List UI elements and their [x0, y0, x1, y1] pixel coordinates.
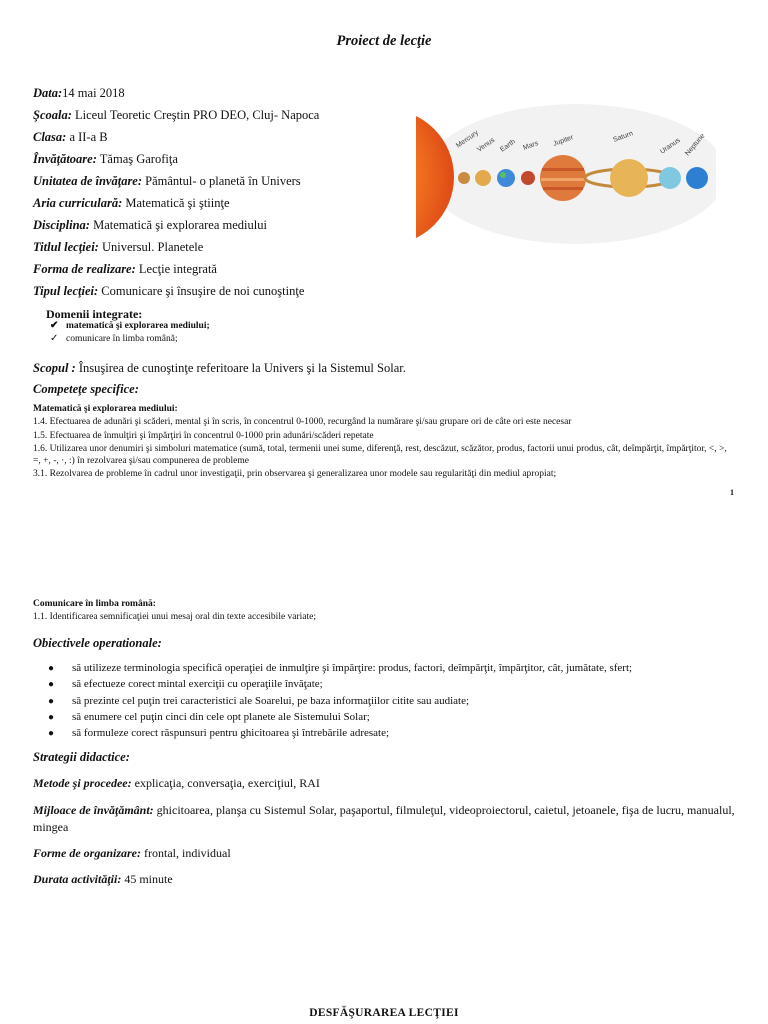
forme: Forme de organizare: frontal, individual	[33, 846, 231, 860]
label-mercury: Mercury	[455, 129, 480, 150]
page-title: Proiect de lecţie	[336, 33, 432, 49]
uranus-icon	[659, 167, 681, 189]
scop: Scopul : Însuşirea de cunoştinţe referitoare la Univers şi la Sistemul Solar.	[33, 361, 406, 375]
list-item: ● să enumere cel puţin cinci din cele opt planete ale Sistemului Solar;	[48, 710, 370, 723]
saturn-icon	[610, 159, 648, 197]
venus-icon	[475, 170, 491, 186]
label-mars: Mars	[522, 139, 540, 152]
list-item: ● să formuleze corect răspunsuri pentru ghicitoarea şi întrebările adresate;	[48, 727, 390, 740]
page-number: 1	[730, 488, 734, 497]
label-uranus: Uranus	[659, 136, 682, 156]
label-saturn: Saturn	[612, 130, 635, 144]
field-scoala: Şcoala: Liceul Teoretic Creştin PRO DEO, Cluj- Napoca	[33, 108, 320, 122]
label-jupiter: Jupiter	[552, 134, 575, 148]
mercury-icon	[458, 172, 470, 184]
list-item: ● să efectueze corect mintal exerciţii cu operaţiile învăţate;	[48, 678, 323, 691]
strategii-title: Strategii didactice:	[33, 750, 130, 764]
mate-title: Matematică şi explorarea mediului:	[33, 404, 178, 414]
bullet-icon: ●	[48, 711, 55, 723]
field-aria: Aria curriculară: Matematică şi ştiinţe	[33, 196, 230, 210]
field-forma: Forma de realizare: Lecţie integrată	[33, 262, 217, 276]
metode: Metode şi procedee: explicaţia, conversaţia, exerciţiul, RAI	[33, 776, 320, 790]
checkmark-icon: ✔	[50, 320, 59, 331]
label-earth: Earth	[499, 138, 517, 154]
obiective-list	[48, 662, 632, 743]
checkmark-icon: ✓	[50, 333, 59, 344]
durata: Durata activităţii: 45 minute	[33, 872, 173, 886]
comunicare-item: 1.1. Identificarea semnificaţiei unui mesaj oral din texte accesibile variate;	[33, 612, 317, 622]
neptune-icon	[686, 167, 708, 189]
comunicare-title: Comunicare în limba română:	[33, 599, 156, 609]
mate-item: 1.4. Efectuarea de adunări şi scăderi, mental şi în scris, în concentrul 0-1000, recurgând la numărare şi/sau grupare ori de câte ori este necesar	[33, 417, 572, 427]
field-titlul: Titlul lecţiei: Universul. Planetele	[33, 240, 204, 254]
label-venus: Venus	[476, 136, 497, 154]
mate-item: 1.6. Utilizarea unor denumiri şi simboluri matematice (sumă, total, termenii unei sume, diferenţă, rest, descăzut, scăzător, produs, factorii unui produs, cât, deîmpărţit, împărţitor, <, >, =, +, -, ·, :) în rezolvarea şi/sau compunerea de probleme	[33, 444, 727, 466]
field-invatatoare: Învăţătoare: Tămaş Garofiţa	[33, 152, 178, 166]
field-data: Data:14 mai 2018	[33, 86, 125, 100]
field-disciplina: Disciplina: Matematică şi explorarea mediului	[33, 218, 267, 232]
field-clasa: Clasa: a II-a B	[33, 130, 108, 144]
list-item: ● să utilizeze terminologia specifică operaţiei de inmulţire şi împărţire: produs, factori, deîmpărţit, împărţitor, cât, jumătate, sfert;	[48, 662, 633, 674]
label-neptune: Neptune	[684, 132, 707, 158]
competente-title: Competeţe specifice:	[33, 382, 139, 396]
domenii-title: Domenii integrate:	[46, 307, 143, 321]
bullet-icon: ●	[48, 663, 55, 674]
mars-icon	[521, 171, 535, 185]
list-item: ● să prezinte cel puţin trei caracteristici ale Soarelui, pe baza informaţiilor citite sau audiate;	[48, 694, 470, 707]
bullet-icon: ●	[48, 728, 55, 740]
mate-item: 3.1. Rezolvarea de probleme în cadrul unor investigaţii, prin observarea şi generalizarea unor modele sau regularităţi din mediul apropiat;	[33, 469, 557, 479]
bullet-icon: ●	[48, 695, 55, 707]
solar-system-image	[416, 102, 716, 252]
bullet-icon: ●	[48, 679, 55, 691]
earth-icon	[497, 169, 515, 187]
mate-item: 1.5. Efectuarea de înmulţiri şi împărţiri în concentrul 0-1000 prin adunări/scăderi repetate	[33, 431, 374, 441]
domeniu-item: ✔ matematică şi explorarea mediului;	[50, 320, 210, 331]
mijloace: Mijloace de învăţământ: ghicitoarea, planşa cu Sistemul Solar, paşaportul, filmuleţul, videoproiectorul, caietul, jetoanele, fişa de lucru, manualul, mingea	[33, 803, 735, 834]
domeniu-item: ✓ comunicare în limba română;	[50, 333, 178, 344]
field-tipul: Tipul lecţiei: Comunicare şi însuşire de noi cunoştinţe	[33, 284, 305, 298]
desfasurarea-title: DESFĂŞURAREA LECŢIEI	[309, 1007, 459, 1019]
field-unitatea: Unitatea de învăţare: Pământul- o planetă în Univers	[33, 174, 301, 188]
obiective-title: Obiectivele operationale:	[33, 636, 162, 650]
